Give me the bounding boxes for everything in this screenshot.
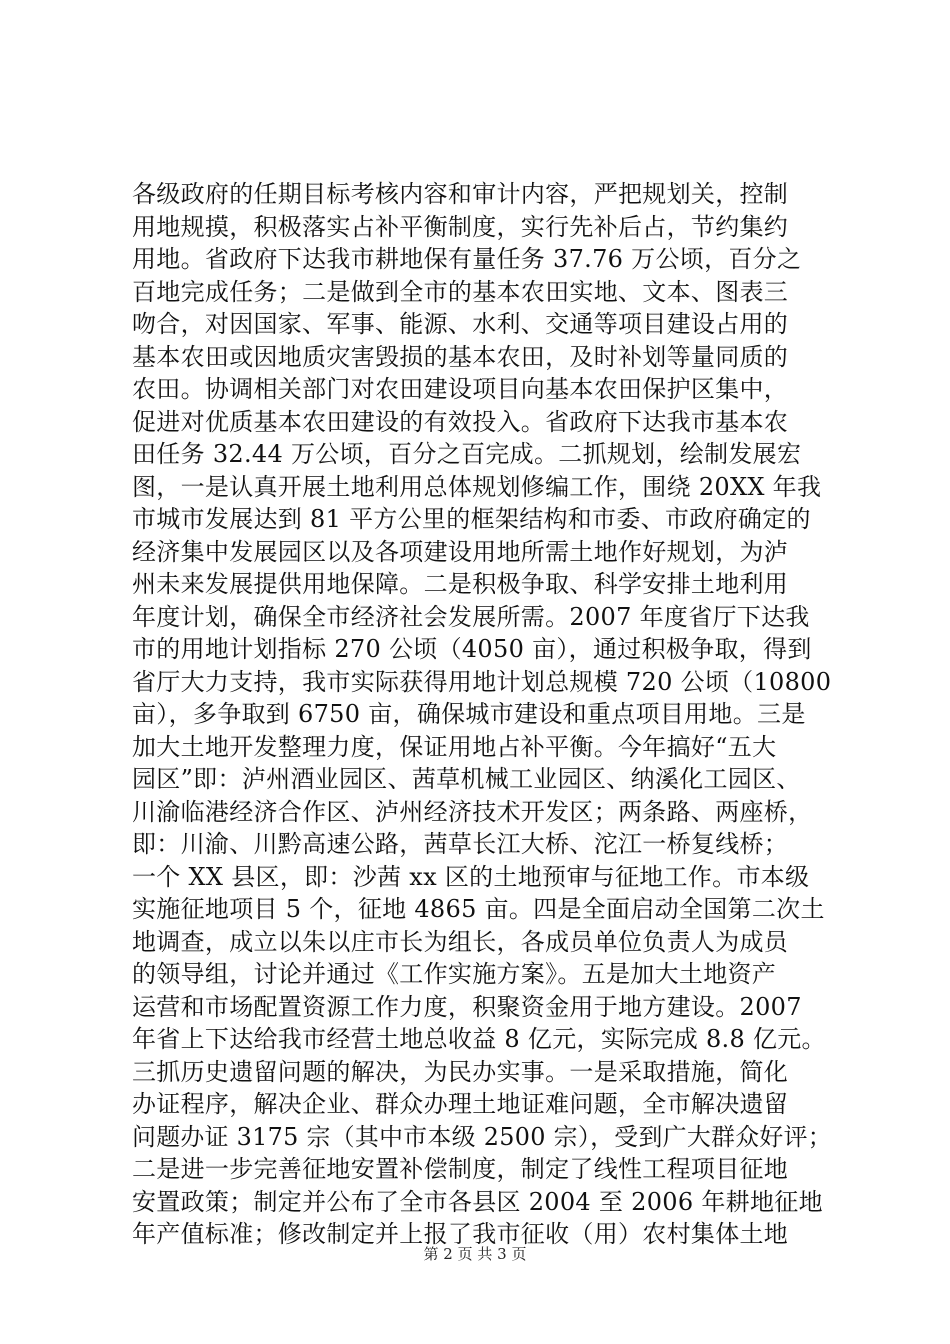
text-line: 园区”即：泸州酒业园区、茜草机械工业园区、纳溪化工园区、 — [132, 765, 801, 793]
text-line: 各级政府的任期目标考核内容和审计内容，严把规划关，控制 — [132, 180, 789, 208]
text-line: 加大土地开发整理力度，保证用地占补平衡。今年搞好“五大 — [132, 732, 777, 761]
text-line: 三抓历史遗留问题的解决，为民办实事。一是采取措施，简化 — [132, 1057, 789, 1086]
text-line: 办证程序，解决企业、群众办理土地证难问题，全市解决遗留 — [132, 1090, 789, 1118]
text-line: 问题办证 3175 宗（其中市本级 2500 宗），受到广大群众好评； — [132, 1122, 832, 1151]
text-line: 吻合，对因国家、军事、能源、水利、交通等项目建设占用的 — [132, 310, 789, 338]
text-line: 川渝临港经济合作区、泸州经济技术开发区；两条路、两座桥， — [132, 797, 813, 826]
text-line: 省厅大力支持，我市实际获得用地计划总规模 720 公顷（10800 — [132, 667, 832, 696]
text-line: 地调查，成立以朱以庄市长为组长，各成员单位负责人为成员 — [132, 927, 789, 956]
text-line: 实施征地项目 5 个，征地 4865 亩。四是全面启动全国第二次土 — [132, 895, 825, 923]
text-line: 即：川渝、川黔高速公路，茜草长江大桥、沱江一桥复线桥； — [132, 830, 789, 858]
text-line: 农田。协调相关部门对农田建设项目向基本农田保护区集中， — [132, 375, 789, 403]
text-line: 的领导组，讨论并通过《工作实施方案》。五是加大土地资产 — [132, 960, 777, 988]
text-line: 年产值标准；修改制定并上报了我市征收（用）农村集体土地 — [132, 1220, 789, 1248]
document-body — [132, 178, 832, 1251]
text-line: 安置政策；制定并公布了全市各县区 2004 至 2006 年耕地征地 — [132, 1187, 823, 1216]
text-line: 运营和市场配置资源工作力度，积聚资金用于地方建设。2007 — [132, 992, 802, 1021]
page-footer: 第 2 页 共 3 页 — [423, 1245, 527, 1263]
text-line: 市城市发展达到 81 平方公里的框架结构和市委、市政府确定的 — [132, 505, 811, 533]
text-line: 用地规摸，积极落实占补平衡制度，实行先补后占，节约集约 — [132, 212, 789, 241]
text-line: 田任务 32.44 万公顷，百分之百完成。二抓规划，绘制发展宏 — [132, 440, 802, 468]
text-line: 百地完成任务；二是做到全市的基本农田实地、文本、图表三 — [132, 277, 789, 306]
text-line: 图，一是认真开展土地利用总体规划修编工作，围绕 20XX 年我 — [132, 472, 822, 501]
text-line: 一个 XX 县区，即：沙茜 xx 区的土地预审与征地工作。市本级 — [132, 862, 810, 891]
text-line: 经济集中发展园区以及各项建设用地所需土地作好规划，为泸 — [132, 537, 789, 566]
text-line: 年度计划，确保全市经济社会发展所需。2007 年度省厅下达我 — [132, 602, 810, 631]
text-line: 年省上下达给我市经营土地总收益 8 亿元，实际完成 8.8 亿元。 — [132, 1025, 826, 1053]
text-line: 促进对优质基本农田建设的有效投入。省政府下达我市基本农 — [132, 407, 789, 436]
text-line: 用地。省政府下达我市耕地保有量任务 37.76 万公顷，百分之 — [132, 245, 802, 273]
text-line: 亩），多争取到 6750 亩，确保城市建设和重点项目用地。三是 — [132, 700, 806, 728]
text-line: 基本农田或因地质灾害毁损的基本农田，及时补划等量同质的 — [132, 342, 789, 371]
text-line: 市的用地计划指标 270 公顷（4050 亩），通过积极争取，得到 — [132, 635, 812, 663]
text-line: 二是进一步完善征地安置补偿制度，制定了线性工程项目征地 — [132, 1155, 789, 1183]
text-line: 州未来发展提供用地保障。二是积极争取、科学安排土地利用 — [132, 570, 789, 598]
